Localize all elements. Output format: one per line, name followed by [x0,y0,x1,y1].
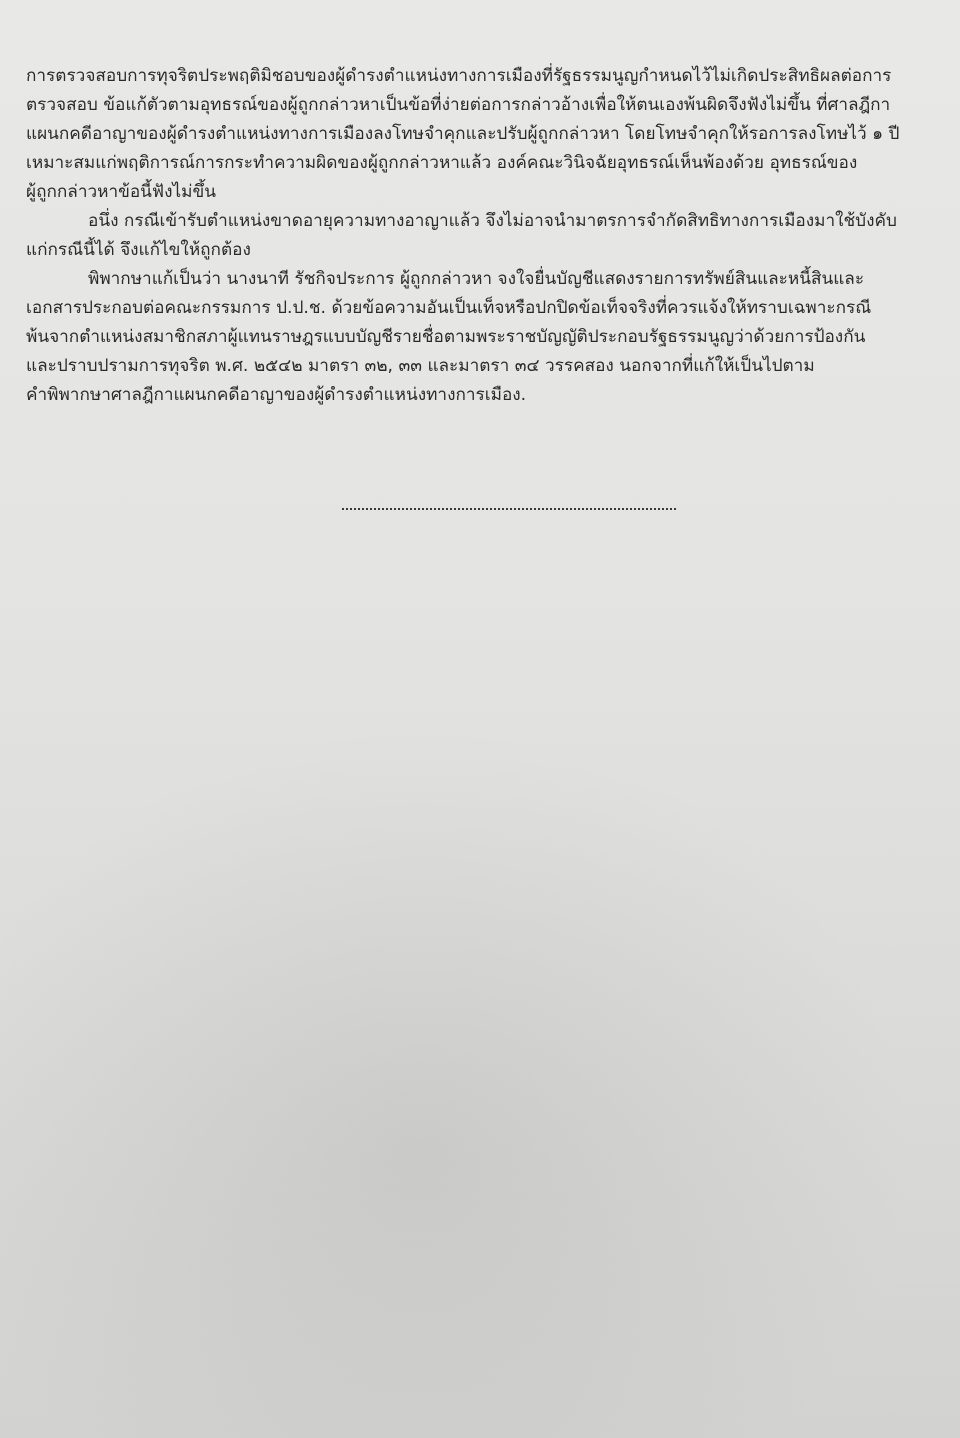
text-line: ตรวจสอบ ข้อแก้ตัวตามอุทธรณ์ของผู้ถูกกล่าวหาเป็นข้อที่ง่ายต่อการกล่าวอ้างเพื่อให้ตนเองพ้นผิดจึงฟังไม่ขึ้น ที่ศาลฎีกา [26,95,891,115]
text-line: อนึ่ง กรณีเข้ารับตำแหน่งขาดอายุความทางอาญาแล้ว จึงไม่อาจนำมาตรการจำกัดสิทธิทางการเมืองมาใช้บังคับ [88,211,897,231]
text-line: เอกสารประกอบต่อคณะกรรมการ ป.ป.ช. ด้วยข้อความอันเป็นเท็จหรือปกปิดข้อเท็จจริงที่ควรแจ้งให้ทราบเฉพาะกรณี [26,298,872,318]
paragraph-statute-note [26,207,946,265]
text-line: แก่กรณีนี้ได้ จึงแก้ไขให้ถูกต้อง [26,240,251,260]
paragraph-judgment [26,265,946,410]
text-line: การตรวจสอบการทุจริตประพฤติมิชอบของผู้ดำรงตำแหน่งทางการเมืองที่รัฐธรรมนูญกำหนดไว้ไม่เกิดประสิทธิผลต่อการ [26,66,892,86]
end-dotted-separator [342,508,676,510]
text-line: คำพิพากษาศาลฎีกาแผนกคดีอาญาของผู้ดำรงตำแหน่งทางการเมือง. [26,385,527,405]
text-line: แผนกคดีอาญาของผู้ดำรงตำแหน่งทางการเมืองลงโทษจำคุกและปรับผู้ถูกกล่าวหา โดยโทษจำคุกให้รอการลงโทษไว้ ๑ ปี [26,124,900,144]
paragraph-appeal-reasoning [26,62,946,207]
document-body [26,62,946,410]
text-line: พิพากษาแก้เป็นว่า นางนาที รัชกิจประการ ผู้ถูกกล่าวหา จงใจยื่นบัญชีแสดงรายการทรัพย์สินและหนี้สินและ [88,269,865,289]
text-line: พ้นจากตำแหน่งสมาชิกสภาผู้แทนราษฎรแบบบัญชีรายชื่อตามพระราชบัญญัติประกอบรัฐธรรมนูญว่าด้วยการป้องกัน [26,327,866,347]
text-line: และปราบปรามการทุจริต พ.ศ. ๒๕๔๒ มาตรา ๓๒, ๓๓ และมาตรา ๓๔ วรรคสอง นอกจากที่แก้ให้เป็นไปตาม [26,356,815,376]
text-line: ผู้ถูกกล่าวหาข้อนี้ฟังไม่ขึ้น [26,182,216,202]
text-line: เหมาะสมแก่พฤติการณ์การกระทำความผิดของผู้ถูกกล่าวหาแล้ว องค์คณะวินิจฉัยอุทธรณ์เห็นพ้องด้วย อุทธรณ์ของ [26,153,858,173]
